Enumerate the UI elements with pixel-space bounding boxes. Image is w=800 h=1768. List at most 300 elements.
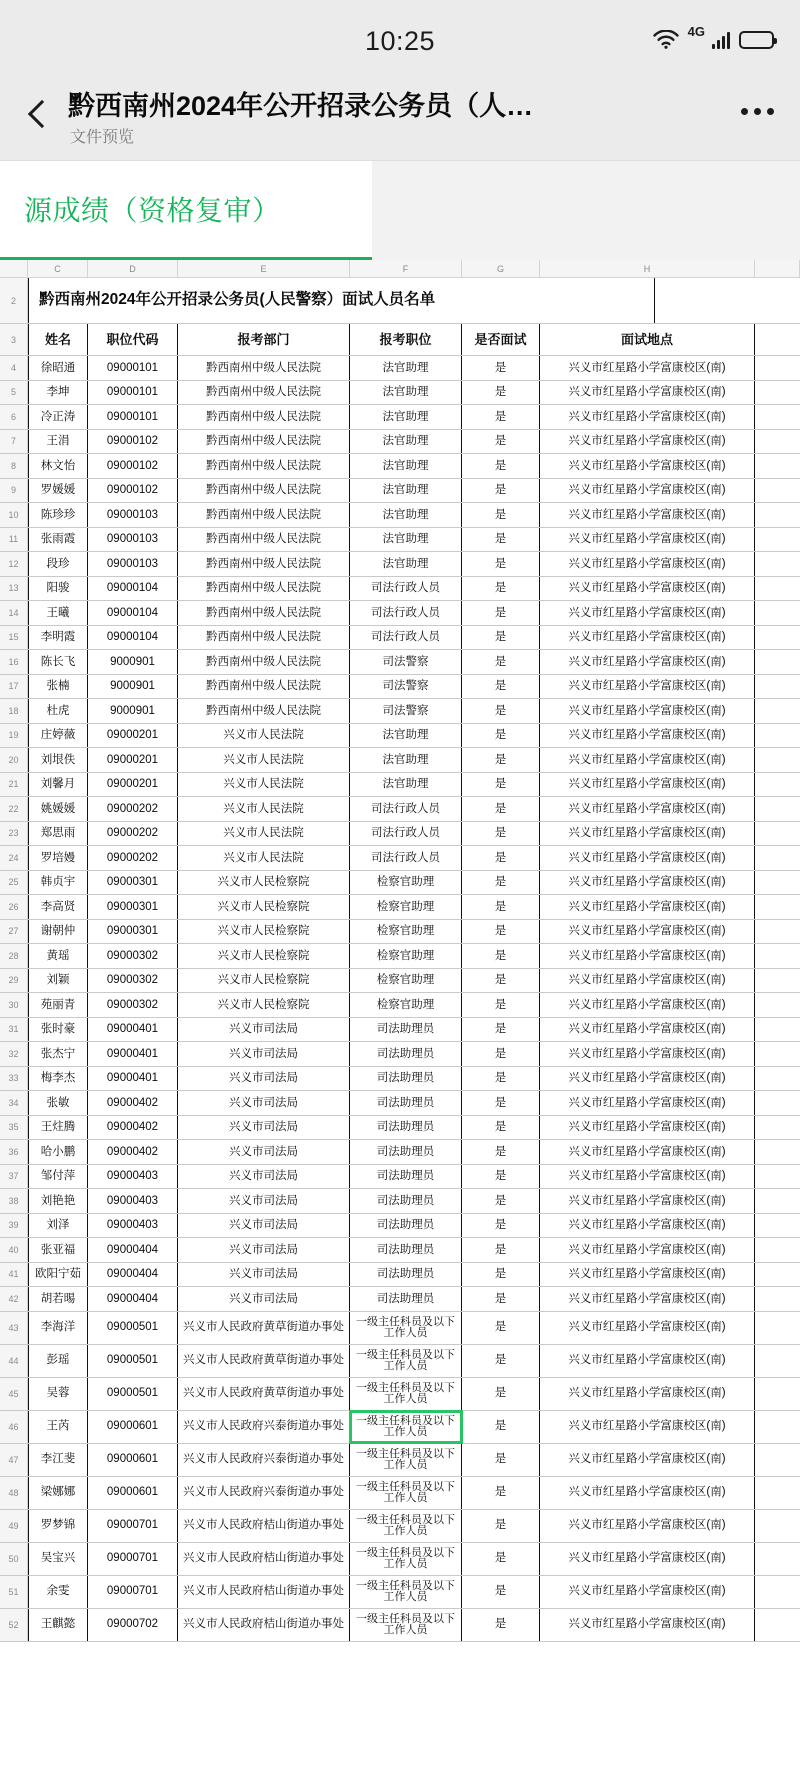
table-row[interactable] bbox=[0, 1345, 800, 1378]
table-row[interactable] bbox=[0, 675, 800, 700]
cell-interview-location[interactable]: 兴义市红星路小学富康校区(南) bbox=[540, 356, 755, 380]
cell-interview-flag[interactable]: 是 bbox=[462, 920, 540, 944]
table-row[interactable] bbox=[0, 381, 800, 406]
cell-position-code[interactable]: 9000901 bbox=[88, 650, 178, 674]
cell-position[interactable]: 司法行政人员 bbox=[350, 601, 462, 625]
cell-position-code[interactable]: 09000301 bbox=[88, 895, 178, 919]
cell-interview-flag[interactable]: 是 bbox=[462, 1116, 540, 1140]
cell-name[interactable]: 李坤 bbox=[28, 381, 88, 405]
cell-position[interactable]: 司法助理员 bbox=[350, 1238, 462, 1262]
cell-department[interactable]: 兴义市人民法院 bbox=[178, 748, 350, 772]
cell-interview-flag[interactable]: 是 bbox=[462, 846, 540, 870]
cell-position[interactable]: 检察官助理 bbox=[350, 871, 462, 895]
row-number[interactable]: 3 bbox=[0, 324, 28, 355]
cell-name[interactable]: 张楠 bbox=[28, 675, 88, 699]
cell-interview-location[interactable]: 兴义市红星路小学富康校区(南) bbox=[540, 1116, 755, 1140]
cell-position[interactable]: 一级主任科员及以下工作人员 bbox=[350, 1312, 462, 1344]
cell-position[interactable]: 检察官助理 bbox=[350, 993, 462, 1017]
cell-department[interactable]: 兴义市人民检察院 bbox=[178, 920, 350, 944]
cell-position[interactable]: 司法助理员 bbox=[350, 1018, 462, 1042]
cell-interview-location[interactable]: 兴义市红星路小学富康校区(南) bbox=[540, 1576, 755, 1608]
table-row[interactable] bbox=[0, 552, 800, 577]
row-number[interactable]: 21 bbox=[0, 773, 28, 797]
cell-position-code[interactable]: 09000501 bbox=[88, 1312, 178, 1344]
cell-department[interactable]: 黔西南州中级人民法院 bbox=[178, 430, 350, 454]
cell-name[interactable]: 韩贞宇 bbox=[28, 871, 88, 895]
cell-position[interactable]: 司法助理员 bbox=[350, 1287, 462, 1311]
cell-position-code[interactable]: 09000103 bbox=[88, 528, 178, 552]
cell-interview-flag[interactable]: 是 bbox=[462, 1287, 540, 1311]
row-number[interactable]: 8 bbox=[0, 454, 28, 478]
table-row[interactable] bbox=[0, 1609, 800, 1642]
cell-position-code[interactable]: 09000702 bbox=[88, 1609, 178, 1641]
table-row[interactable] bbox=[0, 1411, 800, 1444]
cell-interview-flag[interactable]: 是 bbox=[462, 1576, 540, 1608]
tab-source-scores[interactable] bbox=[0, 161, 372, 257]
cell-interview-flag[interactable]: 是 bbox=[462, 552, 540, 576]
row-number[interactable]: 4 bbox=[0, 356, 28, 380]
cell-position-code[interactable]: 09000103 bbox=[88, 552, 178, 576]
table-row[interactable] bbox=[0, 895, 800, 920]
cell-department[interactable]: 兴义市司法局 bbox=[178, 1067, 350, 1091]
cell-interview-location[interactable]: 兴义市红星路小学富康校区(南) bbox=[540, 1189, 755, 1213]
cell-name[interactable]: 刘垠佚 bbox=[28, 748, 88, 772]
table-row[interactable] bbox=[0, 1165, 800, 1190]
cell-interview-flag[interactable]: 是 bbox=[462, 454, 540, 478]
cell-interview-location[interactable]: 兴义市红星路小学富康校区(南) bbox=[540, 993, 755, 1017]
cell-interview-location[interactable]: 兴义市红星路小学富康校区(南) bbox=[540, 1287, 755, 1311]
cell-name[interactable]: 陈珍珍 bbox=[28, 503, 88, 527]
cell-position-code[interactable]: 09000104 bbox=[88, 601, 178, 625]
table-row[interactable] bbox=[0, 846, 800, 871]
table-row[interactable] bbox=[0, 1543, 800, 1576]
cell-department[interactable]: 黔西南州中级人民法院 bbox=[178, 626, 350, 650]
table-row[interactable] bbox=[0, 699, 800, 724]
cell-department[interactable]: 兴义市人民检察院 bbox=[178, 969, 350, 993]
cell-interview-flag[interactable]: 是 bbox=[462, 1091, 540, 1115]
cell-department[interactable]: 兴义市司法局 bbox=[178, 1238, 350, 1262]
cell-name[interactable]: 郑思雨 bbox=[28, 822, 88, 846]
cell-name[interactable]: 刘泽 bbox=[28, 1214, 88, 1238]
cell-department[interactable]: 黔西南州中级人民法院 bbox=[178, 405, 350, 429]
cell-department[interactable]: 兴义市人民法院 bbox=[178, 773, 350, 797]
row-number[interactable]: 19 bbox=[0, 724, 28, 748]
cell-position-code[interactable]: 09000102 bbox=[88, 454, 178, 478]
row-number[interactable]: 28 bbox=[0, 944, 28, 968]
cell-position-code[interactable]: 09000401 bbox=[88, 1042, 178, 1066]
chevron-left-icon[interactable] bbox=[22, 96, 58, 136]
cell-name[interactable]: 张敏 bbox=[28, 1091, 88, 1115]
cell-interview-flag[interactable]: 是 bbox=[462, 356, 540, 380]
row-number[interactable]: 39 bbox=[0, 1214, 28, 1238]
cell-position-code[interactable]: 09000701 bbox=[88, 1543, 178, 1575]
cell-department[interactable]: 兴义市司法局 bbox=[178, 1214, 350, 1238]
cell-interview-flag[interactable]: 是 bbox=[462, 1140, 540, 1164]
cell-name[interactable]: 张时豪 bbox=[28, 1018, 88, 1042]
row-number[interactable]: 20 bbox=[0, 748, 28, 772]
cell-interview-location[interactable]: 兴义市红星路小学富康校区(南) bbox=[540, 1018, 755, 1042]
row-number[interactable]: 12 bbox=[0, 552, 28, 576]
cell-interview-flag[interactable]: 是 bbox=[462, 577, 540, 601]
cell-interview-flag[interactable]: 是 bbox=[462, 724, 540, 748]
cell-position[interactable]: 法官助理 bbox=[350, 454, 462, 478]
cell-position[interactable]: 司法警察 bbox=[350, 650, 462, 674]
cell-position[interactable]: 一级主任科员及以下工作人员 bbox=[350, 1543, 462, 1575]
row-number[interactable]: 22 bbox=[0, 797, 28, 821]
cell-name[interactable]: 余雯 bbox=[28, 1576, 88, 1608]
cell-interview-flag[interactable]: 是 bbox=[462, 601, 540, 625]
cell-name[interactable]: 阳骏 bbox=[28, 577, 88, 601]
cell-interview-flag[interactable]: 是 bbox=[462, 1609, 540, 1641]
row-number[interactable]: 34 bbox=[0, 1091, 28, 1115]
row-number[interactable]: 45 bbox=[0, 1378, 28, 1410]
cell-department[interactable]: 兴义市人民政府桔山街道办事处 bbox=[178, 1576, 350, 1608]
row-number[interactable]: 51 bbox=[0, 1576, 28, 1608]
cell-interview-location[interactable]: 兴义市红星路小学富康校区(南) bbox=[540, 1067, 755, 1091]
cell-position-code[interactable]: 09000102 bbox=[88, 430, 178, 454]
cell-name[interactable]: 王芮 bbox=[28, 1411, 88, 1443]
cell-department[interactable]: 兴义市人民法院 bbox=[178, 724, 350, 748]
cell-department[interactable]: 兴义市人民政府兴泰街道办事处 bbox=[178, 1477, 350, 1509]
cell-position[interactable]: 法官助理 bbox=[350, 748, 462, 772]
cell-name[interactable]: 陈长飞 bbox=[28, 650, 88, 674]
cell-position-code[interactable]: 09000202 bbox=[88, 846, 178, 870]
cell-interview-location[interactable]: 兴义市红星路小学富康校区(南) bbox=[540, 944, 755, 968]
cell-department[interactable]: 黔西南州中级人民法院 bbox=[178, 650, 350, 674]
cell-name[interactable]: 刘颖 bbox=[28, 969, 88, 993]
cell-department[interactable]: 兴义市司法局 bbox=[178, 1018, 350, 1042]
cell-department[interactable]: 黔西南州中级人民法院 bbox=[178, 577, 350, 601]
cell-department[interactable]: 兴义市人民检察院 bbox=[178, 993, 350, 1017]
table-row[interactable] bbox=[0, 871, 800, 896]
row-number[interactable]: 47 bbox=[0, 1444, 28, 1476]
cell-interview-location[interactable]: 兴义市红星路小学富康校区(南) bbox=[540, 699, 755, 723]
cell-position[interactable]: 司法助理员 bbox=[350, 1140, 462, 1164]
cell-position-code[interactable]: 09000302 bbox=[88, 993, 178, 1017]
cell-position[interactable]: 检察官助理 bbox=[350, 920, 462, 944]
cell-interview-flag[interactable]: 是 bbox=[462, 479, 540, 503]
cell-interview-flag[interactable]: 是 bbox=[462, 1263, 540, 1287]
cell-department[interactable]: 兴义市司法局 bbox=[178, 1091, 350, 1115]
cell-interview-location[interactable]: 兴义市红星路小学富康校区(南) bbox=[540, 1444, 755, 1476]
row-number[interactable]: 9 bbox=[0, 479, 28, 503]
cell-position[interactable]: 法官助理 bbox=[350, 773, 462, 797]
cell-interview-location[interactable]: 兴义市红星路小学富康校区(南) bbox=[540, 969, 755, 993]
cell-interview-flag[interactable]: 是 bbox=[462, 528, 540, 552]
cell-position[interactable]: 检察官助理 bbox=[350, 969, 462, 993]
cell-position[interactable]: 司法助理员 bbox=[350, 1189, 462, 1213]
cell-interview-location[interactable]: 兴义市红星路小学富康校区(南) bbox=[540, 430, 755, 454]
row-number[interactable]: 30 bbox=[0, 993, 28, 1017]
cell-interview-flag[interactable]: 是 bbox=[462, 1165, 540, 1189]
cell-interview-flag[interactable]: 是 bbox=[462, 797, 540, 821]
cell-name[interactable]: 段珍 bbox=[28, 552, 88, 576]
table-row[interactable] bbox=[0, 822, 800, 847]
cell-interview-location[interactable]: 兴义市红星路小学富康校区(南) bbox=[540, 1165, 755, 1189]
table-row[interactable] bbox=[0, 454, 800, 479]
cell-position[interactable]: 司法警察 bbox=[350, 699, 462, 723]
cell-interview-location[interactable]: 兴义市红星路小学富康校区(南) bbox=[540, 1263, 755, 1287]
row-number[interactable]: 17 bbox=[0, 675, 28, 699]
row-number[interactable]: 11 bbox=[0, 528, 28, 552]
cell-name[interactable]: 邹付萍 bbox=[28, 1165, 88, 1189]
table-row[interactable] bbox=[0, 1477, 800, 1510]
cell-interview-location[interactable]: 兴义市红星路小学富康校区(南) bbox=[540, 1345, 755, 1377]
row-number[interactable]: 46 bbox=[0, 1411, 28, 1443]
cell-interview-location[interactable]: 兴义市红星路小学富康校区(南) bbox=[540, 1477, 755, 1509]
cell-position[interactable]: 法官助理 bbox=[350, 552, 462, 576]
cell-interview-flag[interactable]: 是 bbox=[462, 1214, 540, 1238]
row-number[interactable]: 6 bbox=[0, 405, 28, 429]
row-number[interactable]: 25 bbox=[0, 871, 28, 895]
cell-department[interactable]: 兴义市司法局 bbox=[178, 1042, 350, 1066]
cell-name[interactable]: 李明霞 bbox=[28, 626, 88, 650]
cell-position[interactable]: 检察官助理 bbox=[350, 895, 462, 919]
cell-name[interactable]: 罗培嫚 bbox=[28, 846, 88, 870]
cell-name[interactable]: 黄瑶 bbox=[28, 944, 88, 968]
cell-interview-location[interactable]: 兴义市红星路小学富康校区(南) bbox=[540, 1543, 755, 1575]
row-number[interactable]: 27 bbox=[0, 920, 28, 944]
cell-interview-location[interactable]: 兴义市红星路小学富康校区(南) bbox=[540, 1411, 755, 1443]
cell-department[interactable]: 兴义市人民检察院 bbox=[178, 895, 350, 919]
cell-position-code[interactable]: 09000201 bbox=[88, 773, 178, 797]
cell-name[interactable]: 张亚福 bbox=[28, 1238, 88, 1262]
cell-position-code[interactable]: 09000701 bbox=[88, 1510, 178, 1542]
row-number[interactable]: 41 bbox=[0, 1263, 28, 1287]
cell-position-code[interactable]: 09000501 bbox=[88, 1378, 178, 1410]
row-number[interactable]: 32 bbox=[0, 1042, 28, 1066]
row-number[interactable]: 26 bbox=[0, 895, 28, 919]
row-number[interactable]: 16 bbox=[0, 650, 28, 674]
cell-name[interactable]: 王涓 bbox=[28, 430, 88, 454]
table-row[interactable] bbox=[0, 1238, 800, 1263]
row-number[interactable]: 2 bbox=[0, 278, 28, 323]
cell-department[interactable]: 兴义市人民政府桔山街道办事处 bbox=[178, 1609, 350, 1641]
cell-interview-location[interactable]: 兴义市红星路小学富康校区(南) bbox=[540, 381, 755, 405]
cell-department[interactable]: 兴义市司法局 bbox=[178, 1287, 350, 1311]
cell-name[interactable]: 苑丽青 bbox=[28, 993, 88, 1017]
cell-interview-location[interactable]: 兴义市红星路小学富康校区(南) bbox=[540, 650, 755, 674]
cell-interview-flag[interactable]: 是 bbox=[462, 1444, 540, 1476]
cell-interview-location[interactable]: 兴义市红星路小学富康校区(南) bbox=[540, 1312, 755, 1344]
cell-interview-flag[interactable]: 是 bbox=[462, 1067, 540, 1091]
cell-interview-flag[interactable]: 是 bbox=[462, 1543, 540, 1575]
cell-position[interactable]: 司法行政人员 bbox=[350, 626, 462, 650]
cell-name[interactable]: 谢朝仲 bbox=[28, 920, 88, 944]
table-row[interactable] bbox=[0, 1042, 800, 1067]
cell-position-code[interactable]: 09000102 bbox=[88, 479, 178, 503]
row-number[interactable]: 36 bbox=[0, 1140, 28, 1164]
cell-position-code[interactable]: 09000401 bbox=[88, 1018, 178, 1042]
cell-interview-flag[interactable]: 是 bbox=[462, 748, 540, 772]
cell-department[interactable]: 兴义市人民政府黄草街道办事处 bbox=[178, 1312, 350, 1344]
cell-position[interactable]: 法官助理 bbox=[350, 503, 462, 527]
cell-interview-location[interactable]: 兴义市红星路小学富康校区(南) bbox=[540, 503, 755, 527]
row-number[interactable]: 33 bbox=[0, 1067, 28, 1091]
cell-department[interactable]: 兴义市司法局 bbox=[178, 1165, 350, 1189]
table-row[interactable] bbox=[0, 356, 800, 381]
cell-name[interactable]: 吴宝兴 bbox=[28, 1543, 88, 1575]
cell-interview-location[interactable]: 兴义市红星路小学富康校区(南) bbox=[540, 822, 755, 846]
cell-department[interactable]: 兴义市人民法院 bbox=[178, 846, 350, 870]
cell-name[interactable]: 张雨霞 bbox=[28, 528, 88, 552]
cell-department[interactable]: 黔西南州中级人民法院 bbox=[178, 528, 350, 552]
cell-position-code[interactable]: 9000901 bbox=[88, 675, 178, 699]
cell-interview-flag[interactable]: 是 bbox=[462, 944, 540, 968]
cell-interview-flag[interactable]: 是 bbox=[462, 381, 540, 405]
cell-interview-location[interactable]: 兴义市红星路小学富康校区(南) bbox=[540, 1042, 755, 1066]
cell-interview-location[interactable]: 兴义市红星路小学富康校区(南) bbox=[540, 1510, 755, 1542]
table-row[interactable] bbox=[0, 1067, 800, 1092]
table-row[interactable] bbox=[0, 1378, 800, 1411]
table-row[interactable] bbox=[0, 503, 800, 528]
column-header-F[interactable]: F bbox=[350, 260, 462, 277]
cell-interview-flag[interactable]: 是 bbox=[462, 650, 540, 674]
cell-interview-flag[interactable]: 是 bbox=[462, 1345, 540, 1377]
cell-position[interactable]: 法官助理 bbox=[350, 381, 462, 405]
cell-name[interactable]: 梅李杰 bbox=[28, 1067, 88, 1091]
cell-name[interactable]: 彭瑶 bbox=[28, 1345, 88, 1377]
row-number[interactable]: 42 bbox=[0, 1287, 28, 1311]
row-number[interactable]: 52 bbox=[0, 1609, 28, 1641]
cell-position-code[interactable]: 09000402 bbox=[88, 1091, 178, 1115]
cell-interview-flag[interactable]: 是 bbox=[462, 675, 540, 699]
row-number[interactable]: 5 bbox=[0, 381, 28, 405]
cell-interview-flag[interactable]: 是 bbox=[462, 822, 540, 846]
cell-interview-location[interactable]: 兴义市红星路小学富康校区(南) bbox=[540, 1140, 755, 1164]
cell-name[interactable]: 姚媛媛 bbox=[28, 797, 88, 821]
cell-interview-flag[interactable]: 是 bbox=[462, 1510, 540, 1542]
cell-interview-location[interactable]: 兴义市红星路小学富康校区(南) bbox=[540, 601, 755, 625]
cell-name[interactable]: 梁娜娜 bbox=[28, 1477, 88, 1509]
row-number[interactable]: 37 bbox=[0, 1165, 28, 1189]
more-horizontal-icon[interactable] bbox=[741, 108, 774, 115]
row-number[interactable]: 14 bbox=[0, 601, 28, 625]
cell-interview-location[interactable]: 兴义市红星路小学富康校区(南) bbox=[540, 748, 755, 772]
table-row[interactable] bbox=[0, 1263, 800, 1288]
cell-position[interactable]: 一级主任科员及以下工作人员 bbox=[350, 1510, 462, 1542]
cell-interview-location[interactable]: 兴义市红星路小学富康校区(南) bbox=[540, 773, 755, 797]
cell-position-code[interactable]: 09000601 bbox=[88, 1444, 178, 1476]
cell-interview-location[interactable]: 兴义市红星路小学富康校区(南) bbox=[540, 552, 755, 576]
cell-name[interactable]: 徐昭通 bbox=[28, 356, 88, 380]
cell-name[interactable]: 李江斐 bbox=[28, 1444, 88, 1476]
row-number[interactable]: 44 bbox=[0, 1345, 28, 1377]
cell-position[interactable]: 司法助理员 bbox=[350, 1165, 462, 1189]
cell-position[interactable]: 司法行政人员 bbox=[350, 577, 462, 601]
cell-interview-location[interactable]: 兴义市红星路小学富康校区(南) bbox=[540, 1238, 755, 1262]
table-row[interactable] bbox=[0, 1116, 800, 1141]
table-row[interactable] bbox=[0, 430, 800, 455]
cell-interview-location[interactable]: 兴义市红星路小学富康校区(南) bbox=[540, 675, 755, 699]
cell-department[interactable]: 兴义市人民政府兴泰街道办事处 bbox=[178, 1411, 350, 1443]
cell-interview-flag[interactable]: 是 bbox=[462, 1238, 540, 1262]
cell-interview-location[interactable]: 兴义市红星路小学富康校区(南) bbox=[540, 626, 755, 650]
cell-interview-flag[interactable]: 是 bbox=[462, 1042, 540, 1066]
table-row[interactable] bbox=[0, 1091, 800, 1116]
cell-interview-flag[interactable]: 是 bbox=[462, 699, 540, 723]
table-row[interactable] bbox=[0, 1189, 800, 1214]
row-number[interactable]: 35 bbox=[0, 1116, 28, 1140]
row-number[interactable]: 15 bbox=[0, 626, 28, 650]
cell-position-code[interactable]: 09000301 bbox=[88, 871, 178, 895]
cell-interview-flag[interactable]: 是 bbox=[462, 430, 540, 454]
cell-position[interactable]: 法官助理 bbox=[350, 528, 462, 552]
cell-interview-flag[interactable]: 是 bbox=[462, 895, 540, 919]
cell-department[interactable]: 兴义市人民检察院 bbox=[178, 944, 350, 968]
cell-department[interactable]: 兴义市人民检察院 bbox=[178, 871, 350, 895]
row-number[interactable]: 7 bbox=[0, 430, 28, 454]
row-number[interactable]: 29 bbox=[0, 969, 28, 993]
cell-department[interactable]: 兴义市人民政府兴泰街道办事处 bbox=[178, 1444, 350, 1476]
cell-interview-flag[interactable]: 是 bbox=[462, 405, 540, 429]
cell-position-code[interactable]: 09000101 bbox=[88, 356, 178, 380]
cell-position-code[interactable]: 09000404 bbox=[88, 1287, 178, 1311]
cell-position[interactable]: 一级主任科员及以下工作人员 bbox=[350, 1378, 462, 1410]
cell-position-code[interactable]: 09000101 bbox=[88, 381, 178, 405]
cell-name[interactable]: 庄婷薇 bbox=[28, 724, 88, 748]
cell-interview-flag[interactable]: 是 bbox=[462, 1378, 540, 1410]
table-row[interactable] bbox=[0, 773, 800, 798]
cell-position-code[interactable]: 09000104 bbox=[88, 577, 178, 601]
table-row[interactable] bbox=[0, 626, 800, 651]
cell-interview-location[interactable]: 兴义市红星路小学富康校区(南) bbox=[540, 1378, 755, 1410]
column-header-C[interactable]: C bbox=[28, 260, 88, 277]
row-number[interactable]: 43 bbox=[0, 1312, 28, 1344]
cell-interview-location[interactable]: 兴义市红星路小学富康校区(南) bbox=[540, 1214, 755, 1238]
table-row[interactable] bbox=[0, 724, 800, 749]
cell-department[interactable]: 黔西南州中级人民法院 bbox=[178, 699, 350, 723]
cell-position[interactable]: 一级主任科员及以下工作人员 bbox=[350, 1477, 462, 1509]
cell-position-code[interactable]: 09000202 bbox=[88, 822, 178, 846]
cell-department[interactable]: 兴义市司法局 bbox=[178, 1263, 350, 1287]
cell-interview-location[interactable]: 兴义市红星路小学富康校区(南) bbox=[540, 1091, 755, 1115]
cell-position[interactable]: 法官助理 bbox=[350, 405, 462, 429]
table-row[interactable] bbox=[0, 601, 800, 626]
table-row[interactable] bbox=[0, 1444, 800, 1477]
cell-position-code[interactable]: 09000403 bbox=[88, 1214, 178, 1238]
table-row[interactable] bbox=[0, 1214, 800, 1239]
row-number[interactable]: 10 bbox=[0, 503, 28, 527]
cell-interview-flag[interactable]: 是 bbox=[462, 1018, 540, 1042]
cell-name[interactable]: 李高贤 bbox=[28, 895, 88, 919]
cell-position-code[interactable]: 09000701 bbox=[88, 1576, 178, 1608]
cell-position[interactable]: 司法助理员 bbox=[350, 1116, 462, 1140]
row-number[interactable]: 31 bbox=[0, 1018, 28, 1042]
row-number[interactable]: 48 bbox=[0, 1477, 28, 1509]
cell-position-code[interactable]: 09000601 bbox=[88, 1411, 178, 1443]
cell-name[interactable]: 刘艳艳 bbox=[28, 1189, 88, 1213]
cell-position-code[interactable]: 09000101 bbox=[88, 405, 178, 429]
cell-department[interactable]: 黔西南州中级人民法院 bbox=[178, 356, 350, 380]
cell-position-code[interactable]: 09000402 bbox=[88, 1140, 178, 1164]
cell-position[interactable]: 一级主任科员及以下工作人员 bbox=[350, 1609, 462, 1641]
cell-department[interactable]: 黔西南州中级人民法院 bbox=[178, 381, 350, 405]
cell-position-code[interactable]: 09000402 bbox=[88, 1116, 178, 1140]
cell-interview-flag[interactable]: 是 bbox=[462, 1312, 540, 1344]
cell-position-code[interactable]: 09000403 bbox=[88, 1165, 178, 1189]
cell-interview-flag[interactable]: 是 bbox=[462, 969, 540, 993]
cell-name[interactable]: 林文怡 bbox=[28, 454, 88, 478]
cell-department[interactable]: 黔西南州中级人民法院 bbox=[178, 675, 350, 699]
column-header-D[interactable]: D bbox=[88, 260, 178, 277]
cell-position-code[interactable]: 09000202 bbox=[88, 797, 178, 821]
cell-name[interactable]: 罗媛媛 bbox=[28, 479, 88, 503]
table-row[interactable] bbox=[0, 1287, 800, 1312]
table-row[interactable] bbox=[0, 993, 800, 1018]
cell-name[interactable]: 罗梦锦 bbox=[28, 1510, 88, 1542]
column-header-E[interactable]: E bbox=[178, 260, 350, 277]
